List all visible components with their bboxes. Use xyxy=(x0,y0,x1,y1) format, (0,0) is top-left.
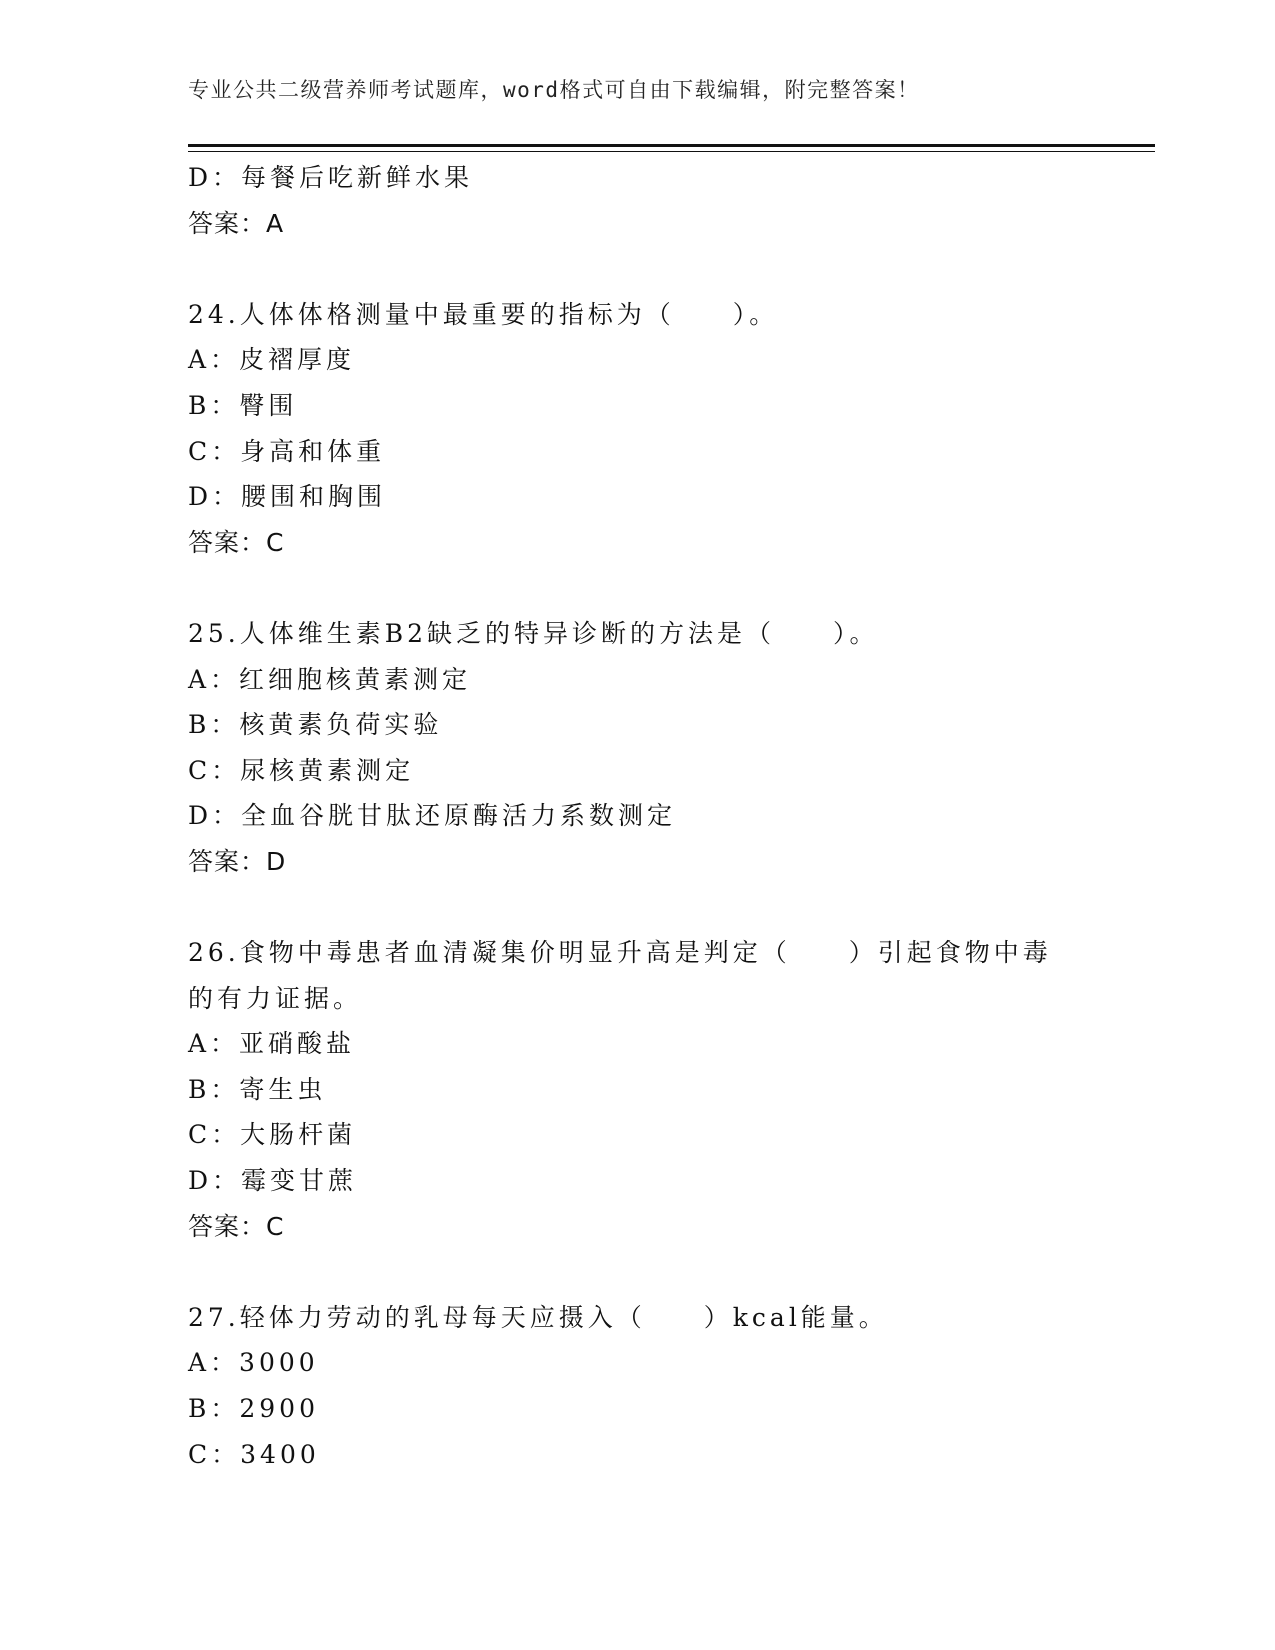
option-a: A：红细胞核黄素测定 xyxy=(188,664,472,694)
option-b: B：核黄素负荷实验 xyxy=(188,710,443,740)
question-stem: 24.人体体格测量中最重要的指标为（ ）。 xyxy=(188,299,779,329)
header-rule-thick xyxy=(188,144,1155,147)
option-d: D：每餐后吃新鲜水果 xyxy=(188,163,474,192)
option-b: B：寄生虫 xyxy=(188,1074,327,1104)
option-a: A：亚硝酸盐 xyxy=(188,1029,356,1059)
option-d: D：全血谷胱甘肽还原酶活力系数测定 xyxy=(188,801,677,831)
answer: 答案：C xyxy=(188,1211,285,1241)
option-c: C：大肠杆菌 xyxy=(188,1120,357,1150)
option-b: B：2900 xyxy=(188,1394,319,1424)
header-rule-thin xyxy=(188,151,1155,152)
option-c: C：尿核黄素测定 xyxy=(188,755,415,785)
option-b: B：臀围 xyxy=(188,390,298,420)
option-d: D：腰围和胸围 xyxy=(188,482,387,512)
question-stem: 25.人体维生素B2缺乏的特异诊断的方法是（ ）。 xyxy=(188,618,879,648)
option-d: D：霉变甘蔗 xyxy=(188,1166,358,1196)
option-c: C：身高和体重 xyxy=(188,436,386,466)
option-c: C：3400 xyxy=(188,1439,320,1469)
question-stem: 26.食物中毒患者血清凝集价明显升高是判定（ ）引起食物中毒的有力证据。 xyxy=(188,938,1052,1013)
answer: 答案：C xyxy=(188,527,285,557)
spacer xyxy=(188,565,1088,611)
option-a: A：3000 xyxy=(188,1348,319,1378)
spacer xyxy=(188,1249,1088,1295)
question-content xyxy=(188,155,1088,1477)
answer: 答案：A xyxy=(188,208,285,238)
page-header: 专业公共二级营养师考试题库，word格式可自由下载编辑，附完整答案！ xyxy=(188,78,920,102)
answer: 答案：D xyxy=(188,846,287,876)
option-a: A：皮褶厚度 xyxy=(188,345,356,375)
spacer xyxy=(188,885,1088,931)
question-stem: 27.轻体力劳动的乳母每天应摄入（ ）kcal能量。 xyxy=(188,1302,888,1332)
spacer xyxy=(188,246,1088,292)
